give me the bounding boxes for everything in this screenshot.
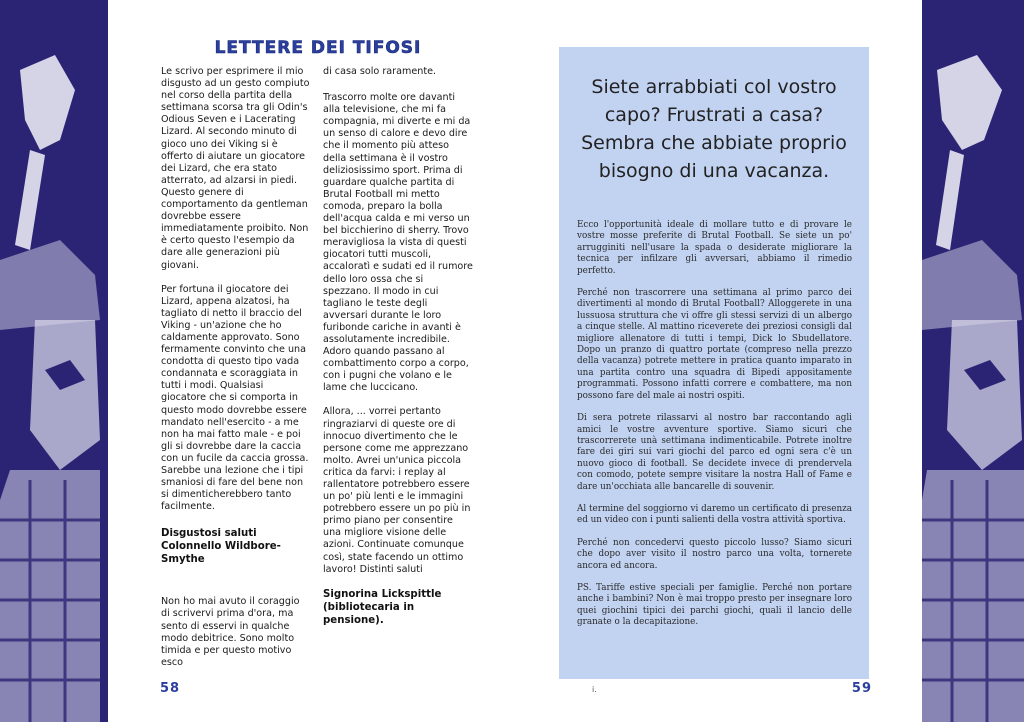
- letters-column-2: [323, 66, 473, 639]
- letter-signature: Disgustosi saluti Colonnello Wildbore-Smythe: [161, 528, 281, 566]
- small-mark: i.: [592, 685, 597, 694]
- letters-column-1: [161, 66, 311, 681]
- section-title: LETTERE DEI TIFOSI: [214, 38, 422, 58]
- advert-panel: [559, 47, 869, 679]
- letter-paragraph: Le scrivo per esprimere il mio disgusto ad un gesto compiuto nel corso della partita della settimana scorsa tra gli Odin's Odious Seven e i Lacerating Lizard. Al secondo minuto di gioco uno dei Viking si è offerto di aiutare un giocatore dei Lizard, che era stato atterrato, ad alzarsi in piedi. Questo genere di comportamento da gentleman dovrebbe essere immediatamente proibito. Non è certo questo l'esempio da dare alle generazioni più giovani.: [161, 66, 310, 271]
- right-page: [545, 0, 922, 722]
- viking-artwork-left: [0, 0, 108, 722]
- viking-artwork-right: [922, 0, 1024, 722]
- advert-paragraph: Di sera potrete rilassarvi al nostro bar raccontando agli amici le vostre avventure sportive. Siamo sicuri che trascorrerete unà settimana indimenticabile. Potrete inoltre fare dei giri sui vari giochi del parco ed ogni sera c'è un nuovo gioco di football. Se decidete invece di prendervela con comodo, potete sempre visitare la nostra Hall of Fame e dare un'occhiata alle bancarelle di souvenir.: [577, 413, 852, 492]
- advert-paragraph: Ecco l'opportunità ideale di mollare tutto e di provare le vostre mosse preferite di Brutal Football. Se siete un po' arrugginiti nell'usare la spada o desiderate migliorare la tecnica per infilzare gli avversari, abbiamo il rimedio perfetto.: [577, 220, 852, 276]
- left-border-artwork: [0, 0, 108, 722]
- letter-paragraph: Trascorro molte ore davanti alla televisione, che mi fa compagnia, mi diverte e mi da un senso di calore e devo dire che il momento più atteso della settimana è il vostro deliziosissimo sport. Prima di guardare qualche partita di Brutal Football mi metto comoda, preparo la bolla dell'acqua calda e mi verso un bel bicchierino di sherry. Trovo meravigliosa la vista di questi giocatori tutti muscoli, accaloratì e sudati ed il rumore dello loro ossa che si spezzano. Il modo in cui tagliano le teste degli avversari durante le loro furibonde cariche in avanti è assolutamente incredibile. Adoro quando passano al combattimento corpo a corpo, con i pugni che volano e le lame che luccicano.: [323, 92, 473, 394]
- left-page: [108, 0, 545, 722]
- letter-paragraph: di casa solo raramente.: [323, 66, 437, 77]
- advert-paragraph: PS. Tariffe estive speciali per famiglie. Perché non portare anche i bambini? Non è mai troppo presto per insegnare loro quei giochini tipici dei parchi giochi, quali il lancio delle granate o la decapitazione.: [577, 582, 852, 628]
- advert-paragraph: Al termine del soggiorno vi daremo un certificato di presenza ed un video con i punti salienti della vostra attività sportiva.: [577, 503, 852, 526]
- advert-body: [577, 220, 852, 640]
- advert-paragraph: Perché non trascorrere una settimana al primo parco dei divertimenti al mondo di Brutal Football? Alloggerete in una lussuosa struttura che vi offre gli stessi servizi di un albergo a cinque stelle. Al mattino riceverete dei preziosi consigli dal migliore allenatore di tutti i tempi, Dick lo Sbudellatore. Dopo un pranzo di quattro portate (compreso nella prezzo della vacanza) potrete mettere in pratica quanto imparato in una partita contro una squadra di Bipedi appositamente programmati. Possono infatti correre e combattere, ma non possono fare del male ai nostri ospiti.: [577, 288, 852, 401]
- letter-paragraph: Non ho mai avuto il coraggio di scrivervi prima d'ora, ma sento di esservi in qualche modo debitrice. Sono molto timida e per questo motivo esco: [161, 596, 300, 668]
- page-number: 59: [851, 681, 872, 696]
- advert-headline: Siete arrabbiati col vostro capo? Frustrati a casa? Sembra che abbiate proprio bisogno di una vacanza.: [581, 76, 847, 182]
- letter-paragraph: Allora, ... vorrei pertanto ringraziarvi di queste ore di innocuo divertimento che le persone come me apprezzano molto. Avrei un'unica piccola critica da farvi: i replay al rallentatore potrebbero essere un po' più lenti e le immagini potrebbero essere un po più in primo piano per consentire una migliore visione delle azioni. Continuate comunque così, state facendo un ottimo lavoro! Distinti saluti: [323, 406, 471, 575]
- page-number: 58: [160, 681, 181, 696]
- right-border-artwork: [922, 0, 1024, 722]
- letter-signature: Signorina Lickspittle (bibliotecaria in pensione).: [323, 588, 442, 626]
- advert-paragraph: Perché non concedervi questo piccolo lusso? Siamo sicuri che dopo aver visito il nostro parco una volta, tornerete ancora ed ancora.: [577, 537, 852, 571]
- letter-paragraph: Per fortuna il giocatore dei Lizard, appena alzatosi, ha tagliato di netto il braccio del Viking - un'azione che ho caldamente approvato. Sono fermamente convinto che una condotta di questo tipo vada condannata e scoraggiata in tutti i modi. Qualsiasi giocatore che si comporta in questo modo dovrebbe essere mandato nell'esercito - a me non ha mai fatto male - e poi gli si dovrebbe dare la caccia con un fucile da caccia grossa. Sarebbe una lezione che i tipi smaniosi di fare del bene non si dimenticherebbero tanto facilmente.: [161, 283, 309, 513]
